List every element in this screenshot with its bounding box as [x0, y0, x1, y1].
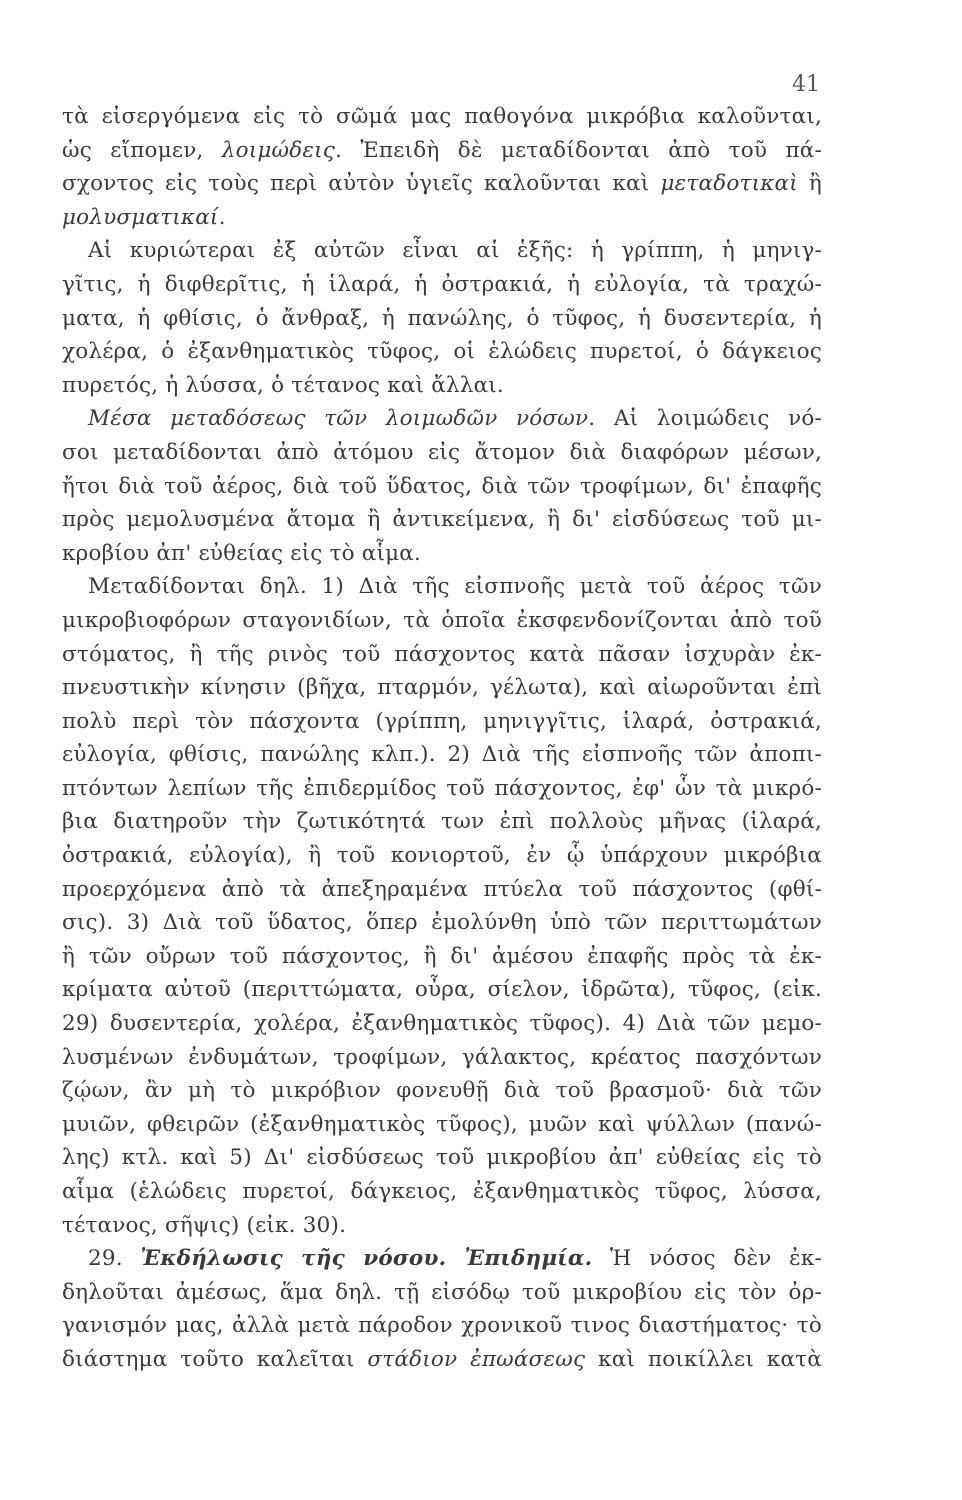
emphasized-text: στάδιον ἐπωάσεως — [367, 1346, 586, 1372]
text-line — [62, 1209, 822, 1243]
text-segment: λυσμένων ἐνδυμάτων, τροφίμων, γάλακτος, κρέατος πασχόντων — [62, 1044, 822, 1070]
text-segment: καὶ ποικίλλει κατὰ — [585, 1346, 822, 1372]
text-segment: πνευστικὴν κίνησιν (βῆχα, πταρμόν, γέλωτα), καὶ αἰωροῦνται ἐπὶ — [62, 675, 822, 701]
text-segment: αἷμα (ἑλώδεις πυρετοί, δάγκειος, ἐξανθηματικὸς τῦφος, λύσσα, — [62, 1179, 822, 1204]
emphasized-text: λοιμώδεις — [221, 137, 336, 163]
text-segment: Αἱ κυριώτεραι ἐξ αὐτῶν εἶναι αἱ ἑξῆς: ἡ γρίππη, ἡ μηνιγ- — [88, 238, 822, 264]
text-segment: σχοντος εἰς τοὺς περὶ αὐτὸν ὑγιεῖς καλοῦνται καὶ — [62, 171, 661, 197]
text-segment: εὐλογία, φθίσις, πανώλης κλπ.). 2) Διὰ τῆς εἰσπνοῆς τῶν ἀποπι- — [62, 742, 822, 768]
text-line — [62, 671, 822, 705]
text-segment: πολὺ περὶ τὸν πάσχοντα (γρίππη, μηνιγγῖτις, ἱλαρά, ὀστρακιά, — [62, 708, 822, 734]
text-line — [62, 1007, 822, 1041]
text-segment: βια διατηροῦν τὴν ζωτικότητά των ἐπὶ πολλοὺς μῆνας (ἱλαρά, — [62, 809, 822, 835]
text-segment: γῖτις, ἡ διφθερῖτις, ἡ ἱλαρά, ἡ ὀστρακιά, ἡ εὐλογία, τὰ τραχώ- — [62, 271, 822, 297]
text-segment: κρίματα αὐτοῦ (περιττώματα, οὖρα, σίελον, ἱδρῶτα), τῦφος, (εἰκ. — [62, 977, 822, 1003]
text-segment: . Ἐπειδὴ δὲ μεταδίδονται ἀπὸ τοῦ πά- — [335, 137, 822, 163]
text-line — [62, 705, 822, 739]
text-segment: 29) δυσεντερία, χολέρα, ἐξανθηματικὸς τῦφος). 4) Διὰ τῶν μεμο- — [62, 1011, 822, 1037]
text-line — [62, 436, 822, 470]
text-line — [62, 369, 822, 403]
text-line — [62, 906, 822, 940]
section-heading: Ἐκδήλωσις τῆς νόσου. Ἐπιδημία. — [140, 1246, 593, 1272]
text-segment: σις). 3) Διὰ τοῦ ὕδατος, ὅπερ ἐμολύνθη ὑπὸ τῶν περιττωμάτων — [62, 910, 822, 936]
text-segment: ζῴων, ἂν μὴ τὸ μικρόβιον φονευθῇ διὰ τοῦ βρασμοῦ· διὰ τῶν — [62, 1078, 822, 1104]
text-segment: ἢ — [797, 171, 822, 197]
text-line — [62, 537, 822, 571]
text-line — [62, 134, 822, 168]
text-segment: μικροβιοφόρων σταγονιδίων, τὰ ὁποῖα ἐκσφενδονίζονται ἀπὸ τοῦ — [62, 607, 822, 633]
text-segment: κροβίου ἀπ' εὐθείας εἰς τὸ αἷμα. — [62, 540, 422, 566]
text-line — [62, 839, 822, 873]
text-line — [62, 1343, 822, 1377]
text-line — [62, 1309, 822, 1343]
text-line — [62, 167, 822, 201]
text-line — [62, 302, 822, 336]
text-segment: ἤτοι διὰ τοῦ ἀέρος, διὰ τοῦ ὕδατος, διὰ τῶν τροφίμων, δι' ἐπαφῆς — [62, 473, 822, 499]
text-segment: Μεταδίδονται δηλ. 1) Διὰ τῆς εἰσπνοῆς μετὰ τοῦ ἀέρος τῶν — [88, 574, 822, 600]
text-line — [62, 1041, 822, 1075]
text-line — [62, 973, 822, 1007]
text-line — [62, 772, 822, 806]
text-segment: . Αἱ λοιμώδεις νό- — [588, 406, 823, 432]
text-segment: ὀστρακιά, εὐλογία), ἢ τοῦ κονιορτοῦ, ἐν ᾧ ὑπάρχουν μικρόβια — [62, 843, 822, 869]
text-segment: μυιῶν, φθειρῶν (ἐξανθηματικὸς τῦφος), μυῶν καὶ ψύλλων (πανώ- — [62, 1111, 822, 1137]
text-line — [62, 470, 822, 504]
text-line — [62, 873, 822, 907]
text-segment: ματα, ἡ φθίσις, ὁ ἄνθραξ, ἡ πανώλης, ὁ τῦφος, ἡ δυσεντερία, ἡ — [62, 305, 822, 331]
text-segment: πυρετός, ἡ λύσσα, ὁ τέτανος καὶ ἄλλαι. — [62, 372, 504, 398]
text-line — [62, 100, 822, 134]
text-segment: χολέρα, ὁ ἐξανθηματικὸς τῦφος, οἱ ἑλώδεις πυρετοί, ὁ δάγκειος — [62, 339, 822, 365]
text-line — [62, 738, 822, 772]
text-segment: δηλοῦται ἀμέσως, ἅμα δηλ. τῇ εἰσόδῳ τοῦ μικροβίου εἰς τὸν ὀρ- — [62, 1279, 822, 1305]
text-line — [62, 638, 822, 672]
page-number: 41 — [792, 72, 820, 97]
text-segment: . — [218, 204, 226, 230]
text-line — [62, 402, 822, 436]
body-text — [62, 100, 822, 1377]
text-line — [62, 1074, 822, 1108]
text-line — [62, 335, 822, 369]
text-segment: ἢ τῶν οὔρων τοῦ πάσχοντος, ἢ δι' ἀμέσου ἐπαφῆς πρὸς τὰ ἐκ- — [62, 943, 822, 969]
text-segment: τέτανος, σῆψις) (εἰκ. 30). — [62, 1212, 347, 1238]
text-line — [62, 1175, 822, 1209]
text-segment: ὡς εἴπομεν, — [62, 137, 222, 163]
text-segment: Ἡ νόσος δὲν ἐκ- — [592, 1246, 822, 1272]
text-line — [62, 604, 822, 638]
text-segment: 29. — [88, 1246, 141, 1272]
text-segment: τὰ εἰσεργόμενα εἰς τὸ σῶμά μας παθογόνα μικρόβια καλοῦνται, — [62, 104, 822, 129]
emphasized-text: μεταδοτικαὶ — [660, 171, 798, 197]
text-line — [62, 1141, 822, 1175]
text-line — [62, 201, 822, 235]
text-line — [62, 268, 822, 302]
text-line — [62, 570, 822, 604]
text-segment: πρὸς μεμολυσμένα ἄτομα ἢ ἀντικείμενα, ἢ δι' εἰσδύσεως τοῦ μι- — [62, 507, 822, 533]
text-segment: γανισμόν μας, ἀλλὰ μετὰ πάροδον χρονικοῦ τινος διαστήματος· τὸ — [62, 1313, 822, 1339]
text-line — [62, 1276, 822, 1310]
text-line — [62, 940, 822, 974]
text-line — [62, 1108, 822, 1142]
emphasized-text: μολυσματικαί — [62, 204, 219, 230]
text-line — [62, 503, 822, 537]
text-line — [62, 1242, 822, 1276]
emphasized-text: Μέσα μεταδόσεως τῶν λοιμωδῶν νόσων — [88, 406, 589, 432]
text-segment: διάστημα τοῦτο καλεῖται — [62, 1346, 368, 1372]
text-segment: στόματος, ἢ τῆς ρινὸς τοῦ πάσχοντος κατὰ πᾶσαν ἰσχυρὰν ἐκ- — [62, 641, 822, 667]
text-segment: σοι μεταδίδονται ἀπὸ ἀτόμου εἰς ἄτομον διὰ διαφόρων μέσων, — [62, 439, 822, 465]
text-segment: προερχόμενα ἀπὸ τὰ ἀπεξηραμένα πτύελα τοῦ πάσχοντος (φθί- — [62, 876, 822, 902]
text-segment: λης) κτλ. καὶ 5) Δι' εἰσδύσεως τοῦ μικροβίου ἀπ' εὐθείας εἰς τὸ — [62, 1145, 822, 1171]
text-line — [62, 234, 822, 268]
text-segment: πτόντων λεπίων τῆς ἐπιδερμίδος τοῦ πάσχοντος, ἐφ' ὧν τὰ μικρό- — [62, 775, 822, 801]
text-line — [62, 805, 822, 839]
